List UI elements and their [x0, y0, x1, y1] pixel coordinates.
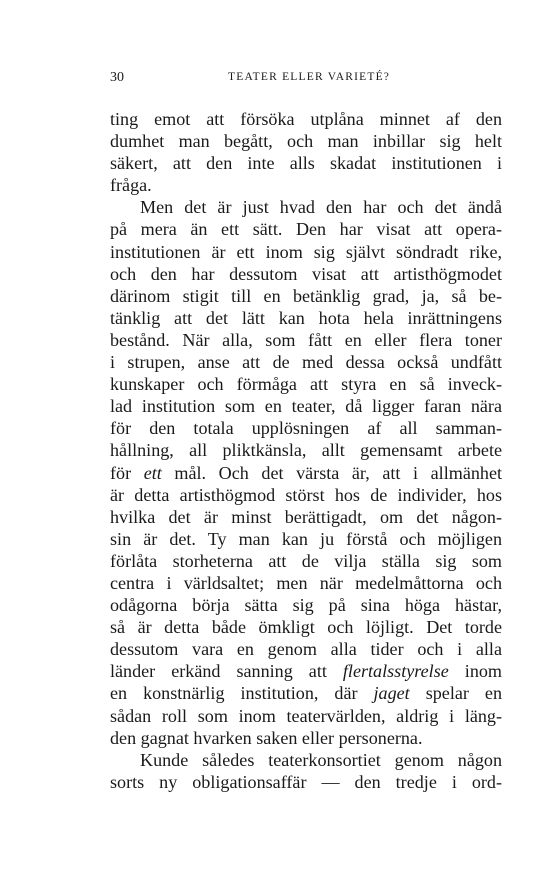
text-line: [110, 439, 502, 461]
text-line: [110, 462, 502, 484]
text-line: [110, 218, 502, 240]
line-text: i strupen, anse att de med dessa också undfått: [110, 352, 502, 373]
line-text: hållning, all pliktkänsla, allt gemensamt arbete: [110, 440, 502, 461]
line-text: dessutom vara en genom alla tider och i alla: [110, 639, 502, 660]
line-text: den gagnat hvarken saken eller personerna.: [110, 727, 423, 748]
line-text: därinom stigit till en betänklig grad, ja, så be-: [110, 285, 502, 306]
text-line: [110, 285, 502, 307]
line-text: dumhet man begått, och man inbillar sig helt: [110, 131, 502, 152]
running-header: [110, 70, 502, 92]
text-line: [110, 329, 502, 351]
line-text: är detta artisthögmod störst hos de individer, hos: [110, 484, 502, 505]
italic-word: ett: [143, 462, 162, 483]
text-line: [110, 152, 502, 174]
line-text: länder erkänd sanning att: [110, 661, 343, 682]
text-line: [110, 484, 502, 506]
text-line: [110, 771, 502, 793]
line-text: och den har dessutom visat att artisthögmodet: [110, 263, 502, 284]
text-line: [110, 373, 502, 395]
text-line: [110, 241, 502, 263]
running-title: TEATER ELLER VARIETÉ?: [228, 71, 391, 83]
line-text: centra i världsaltet; men när medelmåttorna och: [110, 572, 502, 593]
line-text: bestånd. När alla, som fått en eller flera toner: [110, 329, 502, 350]
text-line: [110, 417, 502, 439]
italic-word: flertalsstyrelse: [342, 661, 449, 682]
text-line: [110, 705, 502, 727]
text-line: [110, 528, 502, 550]
line-text: spelar en: [409, 683, 503, 704]
text-line: [110, 263, 502, 285]
line-text: Kunde således teaterkonsortiet genom någon: [140, 749, 502, 770]
text-line: [110, 749, 502, 771]
line-text: säkert, att den inte alls skadat institutionen i: [110, 153, 502, 174]
line-text: sin är det. Ty man kan ju förstå och möjligen: [110, 528, 502, 549]
line-text: odågorna börja sätta sig på sina höga hästar,: [110, 595, 502, 616]
line-text: en konstnärlig institution, där: [110, 683, 374, 704]
text-line: [110, 307, 502, 329]
text-line: [110, 550, 502, 572]
text-line: [110, 727, 502, 749]
line-text: mål. Och det värsta är, att i allmänhet: [161, 462, 502, 483]
line-text: fråga.: [110, 175, 152, 196]
line-text: för: [110, 462, 144, 483]
text-line: [110, 660, 502, 682]
line-text: tänklig att det lätt kan hota hela inrättningens: [110, 307, 502, 328]
text-line: [110, 196, 502, 218]
line-text: hvilka det är minst berättigadt, om det någon-: [110, 506, 502, 527]
text-line: [110, 638, 502, 660]
text-line: [110, 351, 502, 373]
line-text: för den totala upplösningen af all samman-: [110, 418, 502, 439]
text-line: [110, 682, 502, 704]
line-text: Men det är just hvad den har och det ändå: [140, 197, 502, 218]
body-text: [110, 108, 502, 793]
text-line: [110, 506, 502, 528]
line-text: förlåta storheterna att de vilja ställa sig som: [110, 550, 502, 571]
line-text: ting emot att försöka utplåna minnet af den: [110, 109, 502, 129]
line-text: institutionen är ett inom sig självt söndradt rike,: [110, 241, 502, 262]
text-line: [110, 130, 502, 152]
text-line: [110, 108, 502, 130]
book-page: [110, 70, 502, 793]
line-text: på mera än ett sätt. Den har visat att opera-: [110, 219, 502, 240]
italic-word: jaget: [373, 683, 410, 704]
text-line: [110, 594, 502, 616]
line-text: inom: [448, 661, 502, 682]
text-line: [110, 616, 502, 638]
page-number: 30: [110, 70, 124, 85]
line-text: så är detta både ömkligt och löjligt. Det torde: [110, 617, 502, 638]
text-line: [110, 395, 502, 417]
text-line: [110, 174, 502, 196]
line-text: sådan roll som inom teatervärlden, aldrig i läng-: [110, 705, 502, 726]
text-line: [110, 572, 502, 594]
line-text: sorts ny obligationsaffär — den tredje i ord-: [110, 771, 502, 792]
line-text: kunskaper och förmåga att styra en så inveck-: [110, 374, 502, 395]
line-text: lad institution som en teater, då ligger faran nära: [110, 396, 502, 417]
